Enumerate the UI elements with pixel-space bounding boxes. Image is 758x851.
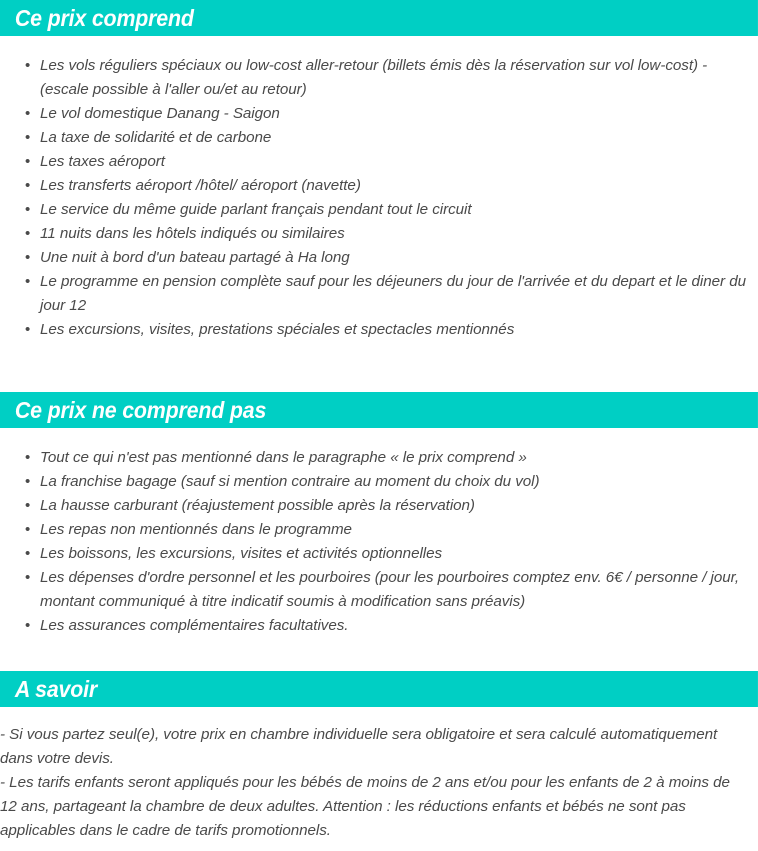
- list-item: • La taxe de solidarité et de carbone: [0, 126, 758, 150]
- price-excludes-list: [0, 446, 758, 638]
- section-spacer: [0, 342, 758, 392]
- section-header-price-includes: [0, 0, 758, 36]
- price-includes-list: [0, 54, 758, 342]
- list-item: • Les assurances complémentaires facultatives.: [0, 614, 758, 638]
- list-item: • Les taxes aéroport: [0, 150, 758, 174]
- section-title-price-excludes: Ce prix ne comprend pas: [14, 397, 267, 423]
- list-item: • 11 nuits dans les hôtels indiqués ou similaires: [0, 222, 758, 246]
- list-item: • Tout ce qui n'est pas mentionné dans le paragraphe « le prix comprend »: [0, 446, 758, 470]
- section-header-good-to-know: [0, 671, 758, 707]
- list-item: • La hausse carburant (réajustement possible après la réservation): [0, 494, 758, 518]
- list-item: • Les transferts aéroport /hôtel/ aéroport (navette): [0, 174, 758, 198]
- section-header-price-excludes: [0, 392, 758, 428]
- price-excludes-list-block: [0, 428, 758, 638]
- paragraph: - Si vous partez seul(e), votre prix en chambre individuelle sera obligatoire et sera calculé automatiquement dans votre devis.: [0, 726, 718, 767]
- list-item: • La franchise bagage (sauf si mention contraire au moment du choix du vol): [0, 470, 758, 494]
- list-item: • Le vol domestique Danang - Saigon: [0, 102, 758, 126]
- list-item: • Le service du même guide parlant français pendant tout le circuit: [0, 198, 758, 222]
- list-item: • Les dépenses d'ordre personnel et les pourboires (pour les pourboires comptez env. 6€ / personne / jour, montant communiqué à titre indicatif soumis à modification sans préavis): [0, 566, 758, 614]
- list-item: • Les boissons, les excursions, visites et activités optionnelles: [0, 542, 758, 566]
- good-to-know-paragraphs: [0, 707, 758, 843]
- list-item: • Les repas non mentionnés dans le programme: [0, 518, 758, 542]
- section-title-good-to-know: A savoir: [14, 676, 98, 702]
- price-includes-list-block: [0, 36, 758, 342]
- list-item: • Les excursions, visites, prestations spéciales et spectacles mentionnés: [0, 318, 758, 342]
- list-item: • Les vols réguliers spéciaux ou low-cost aller-retour (billets émis dès la réservation sur vol low-cost) - (escale possible à l'aller ou/et au retour): [0, 54, 758, 102]
- list-item: • Le programme en pension complète sauf pour les déjeuners du jour de l'arrivée et du depart et le diner du jour 12: [0, 270, 758, 318]
- list-item: • Une nuit à bord d'un bateau partagé à Ha long: [0, 246, 758, 270]
- paragraph: - Les tarifs enfants seront appliqués pour les bébés de moins de 2 ans et/ou pour les enfants de 2 à moins de 12 ans, partageant la chambre de deux adultes. Attention : les réductions enfants et bébés ne sont pas applicables dans le cadre de tarifs promotionnels.: [0, 774, 730, 839]
- section-spacer: [0, 638, 758, 671]
- section-title-price-includes: Ce prix comprend: [14, 5, 194, 31]
